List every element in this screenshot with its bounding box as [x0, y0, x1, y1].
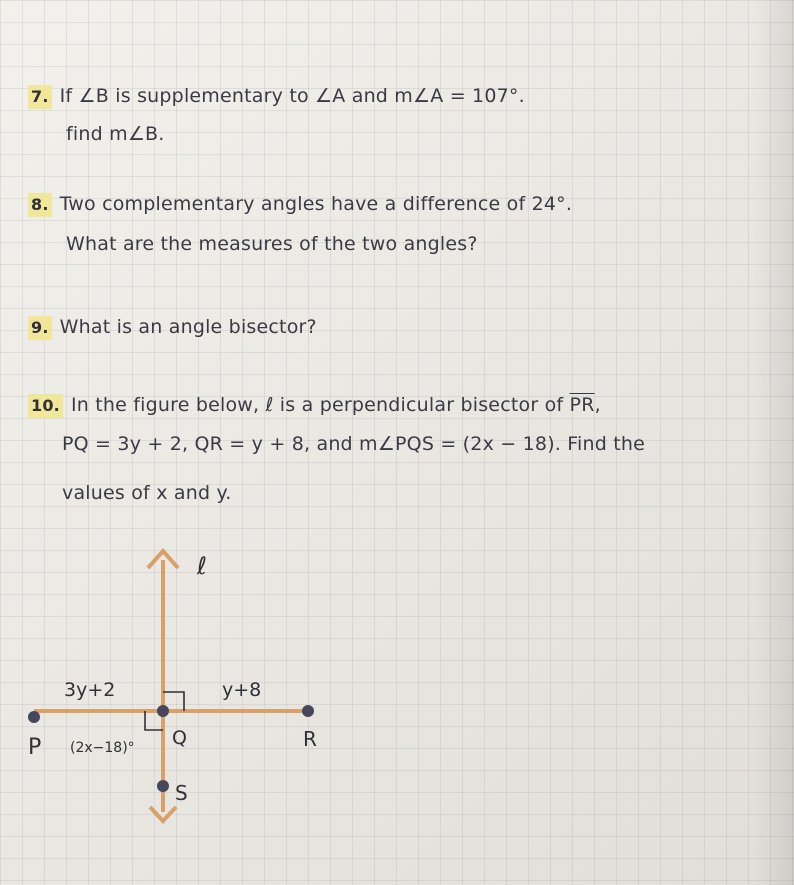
- point-r-dot: [302, 705, 314, 717]
- problem-10-line-1-end: ,: [594, 394, 601, 416]
- problem-9-line-1: What is an angle bisector?: [59, 316, 317, 338]
- segment-pr-label: $\overline{PR}$: [569, 394, 595, 416]
- point-q-dot: [157, 705, 169, 717]
- problem-10-line-1: In the figure below, ℓ is a perpendicular bisector of: [70, 394, 570, 416]
- point-q-label: Q: [172, 727, 187, 749]
- problem-8-line-2: What are the measures of the two angles?: [66, 233, 478, 255]
- point-p-label: P: [28, 735, 42, 760]
- segment-qr-length-label: y+8: [222, 679, 262, 701]
- angle-pqs-label: (2x−18)°: [70, 740, 135, 756]
- problem-9-number: 9.: [28, 316, 52, 340]
- problem-10-line-3: values of x and y.: [62, 482, 232, 504]
- problem-7-line-1: If ∠B is supplementary to ∠A and m∠A = 107°.: [59, 85, 525, 107]
- point-s-label: S: [175, 781, 188, 805]
- line-l-label: ℓ: [197, 552, 207, 580]
- problem-7-line-2: find m∠B.: [66, 123, 165, 145]
- problem-8-line-1: Two complementary angles have a difference of 24°.: [59, 193, 573, 215]
- problem-7-number: 7.: [28, 85, 52, 109]
- problem-10-number: 10.: [28, 394, 63, 418]
- point-p-dot: [28, 711, 40, 723]
- problem-8-number: 8.: [28, 193, 52, 217]
- segment-pq-length-label: 3y+2: [64, 679, 116, 701]
- point-r-label: R: [303, 727, 317, 751]
- problem-10-line-2: PQ = 3y + 2, QR = y + 8, and m∠PQS = (2x − 18). Find the: [62, 433, 646, 455]
- point-s-dot: [157, 780, 169, 792]
